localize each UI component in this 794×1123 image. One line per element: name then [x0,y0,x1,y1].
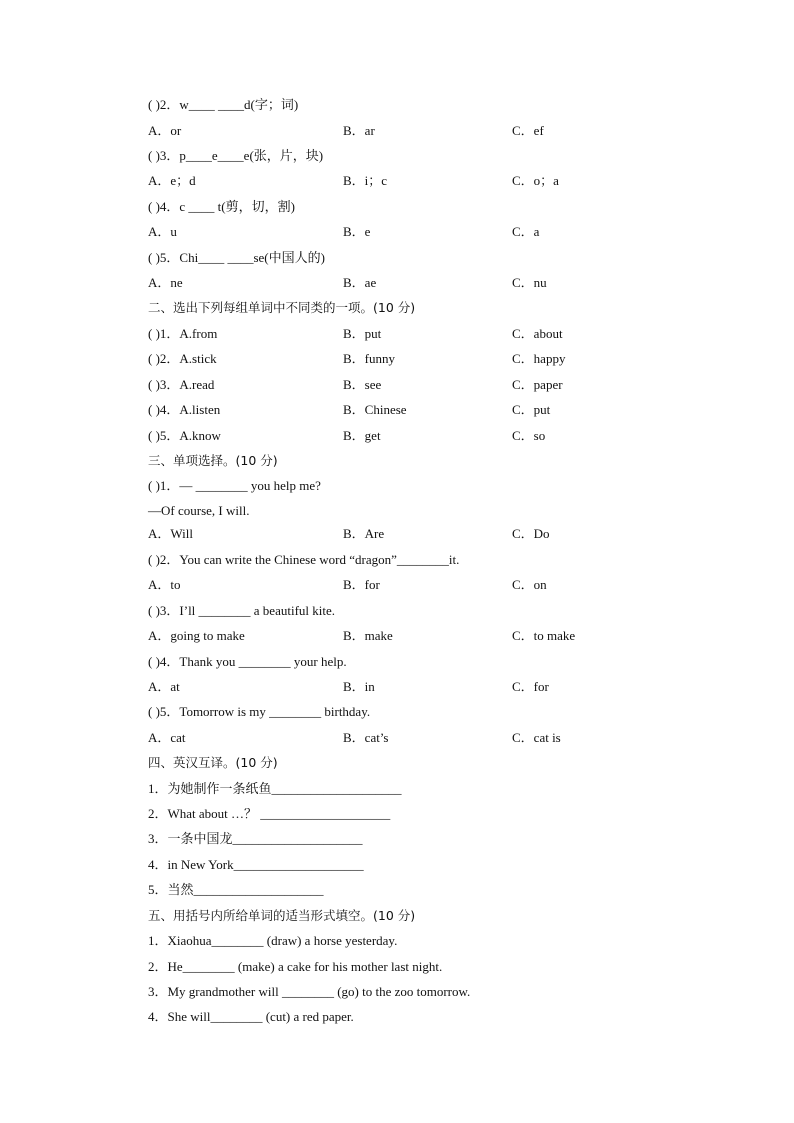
option-c: C．to make [512,628,576,643]
option-c: C．on [512,577,547,592]
options-row [148,728,748,748]
option-b: B．get [343,428,381,443]
option-a: ( )2．A.stick [148,351,217,366]
section-heading: 四、英汉互译。(10 分) [148,755,278,770]
option-b: B．for [343,577,380,592]
option-a: A．u [148,224,177,239]
question-line: ( )5．Chi____ ____se(中国人的) [148,250,325,265]
option-a: A．ne [148,275,183,290]
options-row [148,677,748,697]
question-line: ( )1．— ________ you help me? [148,478,321,493]
option-b: B．in [343,679,375,694]
option-a: A．cat [148,730,186,745]
question-line: ( )2．w____ ____d(字；词) [148,97,299,112]
option-b: B．ae [343,275,377,290]
option-c: C．o；a [512,173,559,188]
option-a: A．Will [148,526,193,541]
options-row [148,575,748,595]
options-row [148,273,748,293]
option-a: A．e；d [148,173,196,188]
section-heading: 五、用括号内所给单词的适当形式填空。(10 分) [148,908,416,923]
option-c: C．nu [512,275,547,290]
option-b: B．e [343,224,371,239]
translation-item: 5．当然____________________ [148,882,324,897]
option-b: B．Are [343,526,385,541]
option-c: C．about [512,326,563,341]
option-b: B．put [343,326,382,341]
option-c: C．put [512,402,551,417]
fill-item: 4．She will________ (cut) a red paper. [148,1009,354,1024]
question-line: ( )2．You can write the Chinese word “dragon”________it. [148,552,460,567]
option-a: A．to [148,577,181,592]
answer-line: —Of course, I will. [148,503,250,518]
translation-item: 3．一条中国龙____________________ [148,831,363,846]
option-a: A．going to make [148,628,245,643]
option-c: C．so [512,428,546,443]
options-row [148,349,748,369]
section-heading: 三、单项选择。(10 分) [148,453,278,468]
translation-item: 1．为她制作一条纸鱼____________________ [148,781,402,796]
option-a: ( )5．A.know [148,428,221,443]
options-row [148,375,748,395]
section-heading: 二、选出下列每组单词中不同类的一项。(10 分) [148,300,416,315]
translation-item: 2．What about …？ ____________________ [148,806,391,821]
option-b: B．Chinese [343,402,407,417]
option-c: C．a [512,224,540,239]
option-b: B．see [343,377,382,392]
fill-item: 2．He________ (make) a cake for his mother last night. [148,959,443,974]
option-a: ( )1．A.from [148,326,218,341]
option-b: B．i；c [343,173,388,188]
question-line: ( )4．Thank you ________ your help. [148,654,347,669]
options-row [148,426,748,446]
question-line: ( )4．c ____ t(剪，切，割) [148,199,295,214]
question-line: ( )3．p____e____e(张，片，块) [148,148,324,163]
option-b: B．funny [343,351,396,366]
option-c: C．Do [512,526,550,541]
question-line: ( )3．I’ll ________ a beautiful kite. [148,603,336,618]
options-row [148,524,748,544]
option-c: C．happy [512,351,566,366]
option-a: A．at [148,679,180,694]
option-b: B．cat’s [343,730,389,745]
option-c: C．cat is [512,730,561,745]
option-c: C．for [512,679,549,694]
options-row [148,121,748,141]
question-line: ( )5．Tomorrow is my ________ birthday. [148,704,371,719]
option-c: C．ef [512,123,544,138]
options-row [148,400,748,420]
option-a: A．or [148,123,182,138]
fill-item: 1．Xiaohua________ (draw) a horse yesterday. [148,933,398,948]
option-a: ( )3．A.read [148,377,215,392]
options-row [148,324,748,344]
options-row [148,222,748,242]
translation-item: 4．in New York____________________ [148,857,364,872]
option-a: ( )4．A.listen [148,402,221,417]
options-row [148,626,748,646]
option-b: B．make [343,628,393,643]
fill-item: 3．My grandmother will ________ (go) to the zoo tomorrow. [148,984,471,999]
options-row [148,171,748,191]
option-b: B．ar [343,123,375,138]
option-c: C．paper [512,377,563,392]
